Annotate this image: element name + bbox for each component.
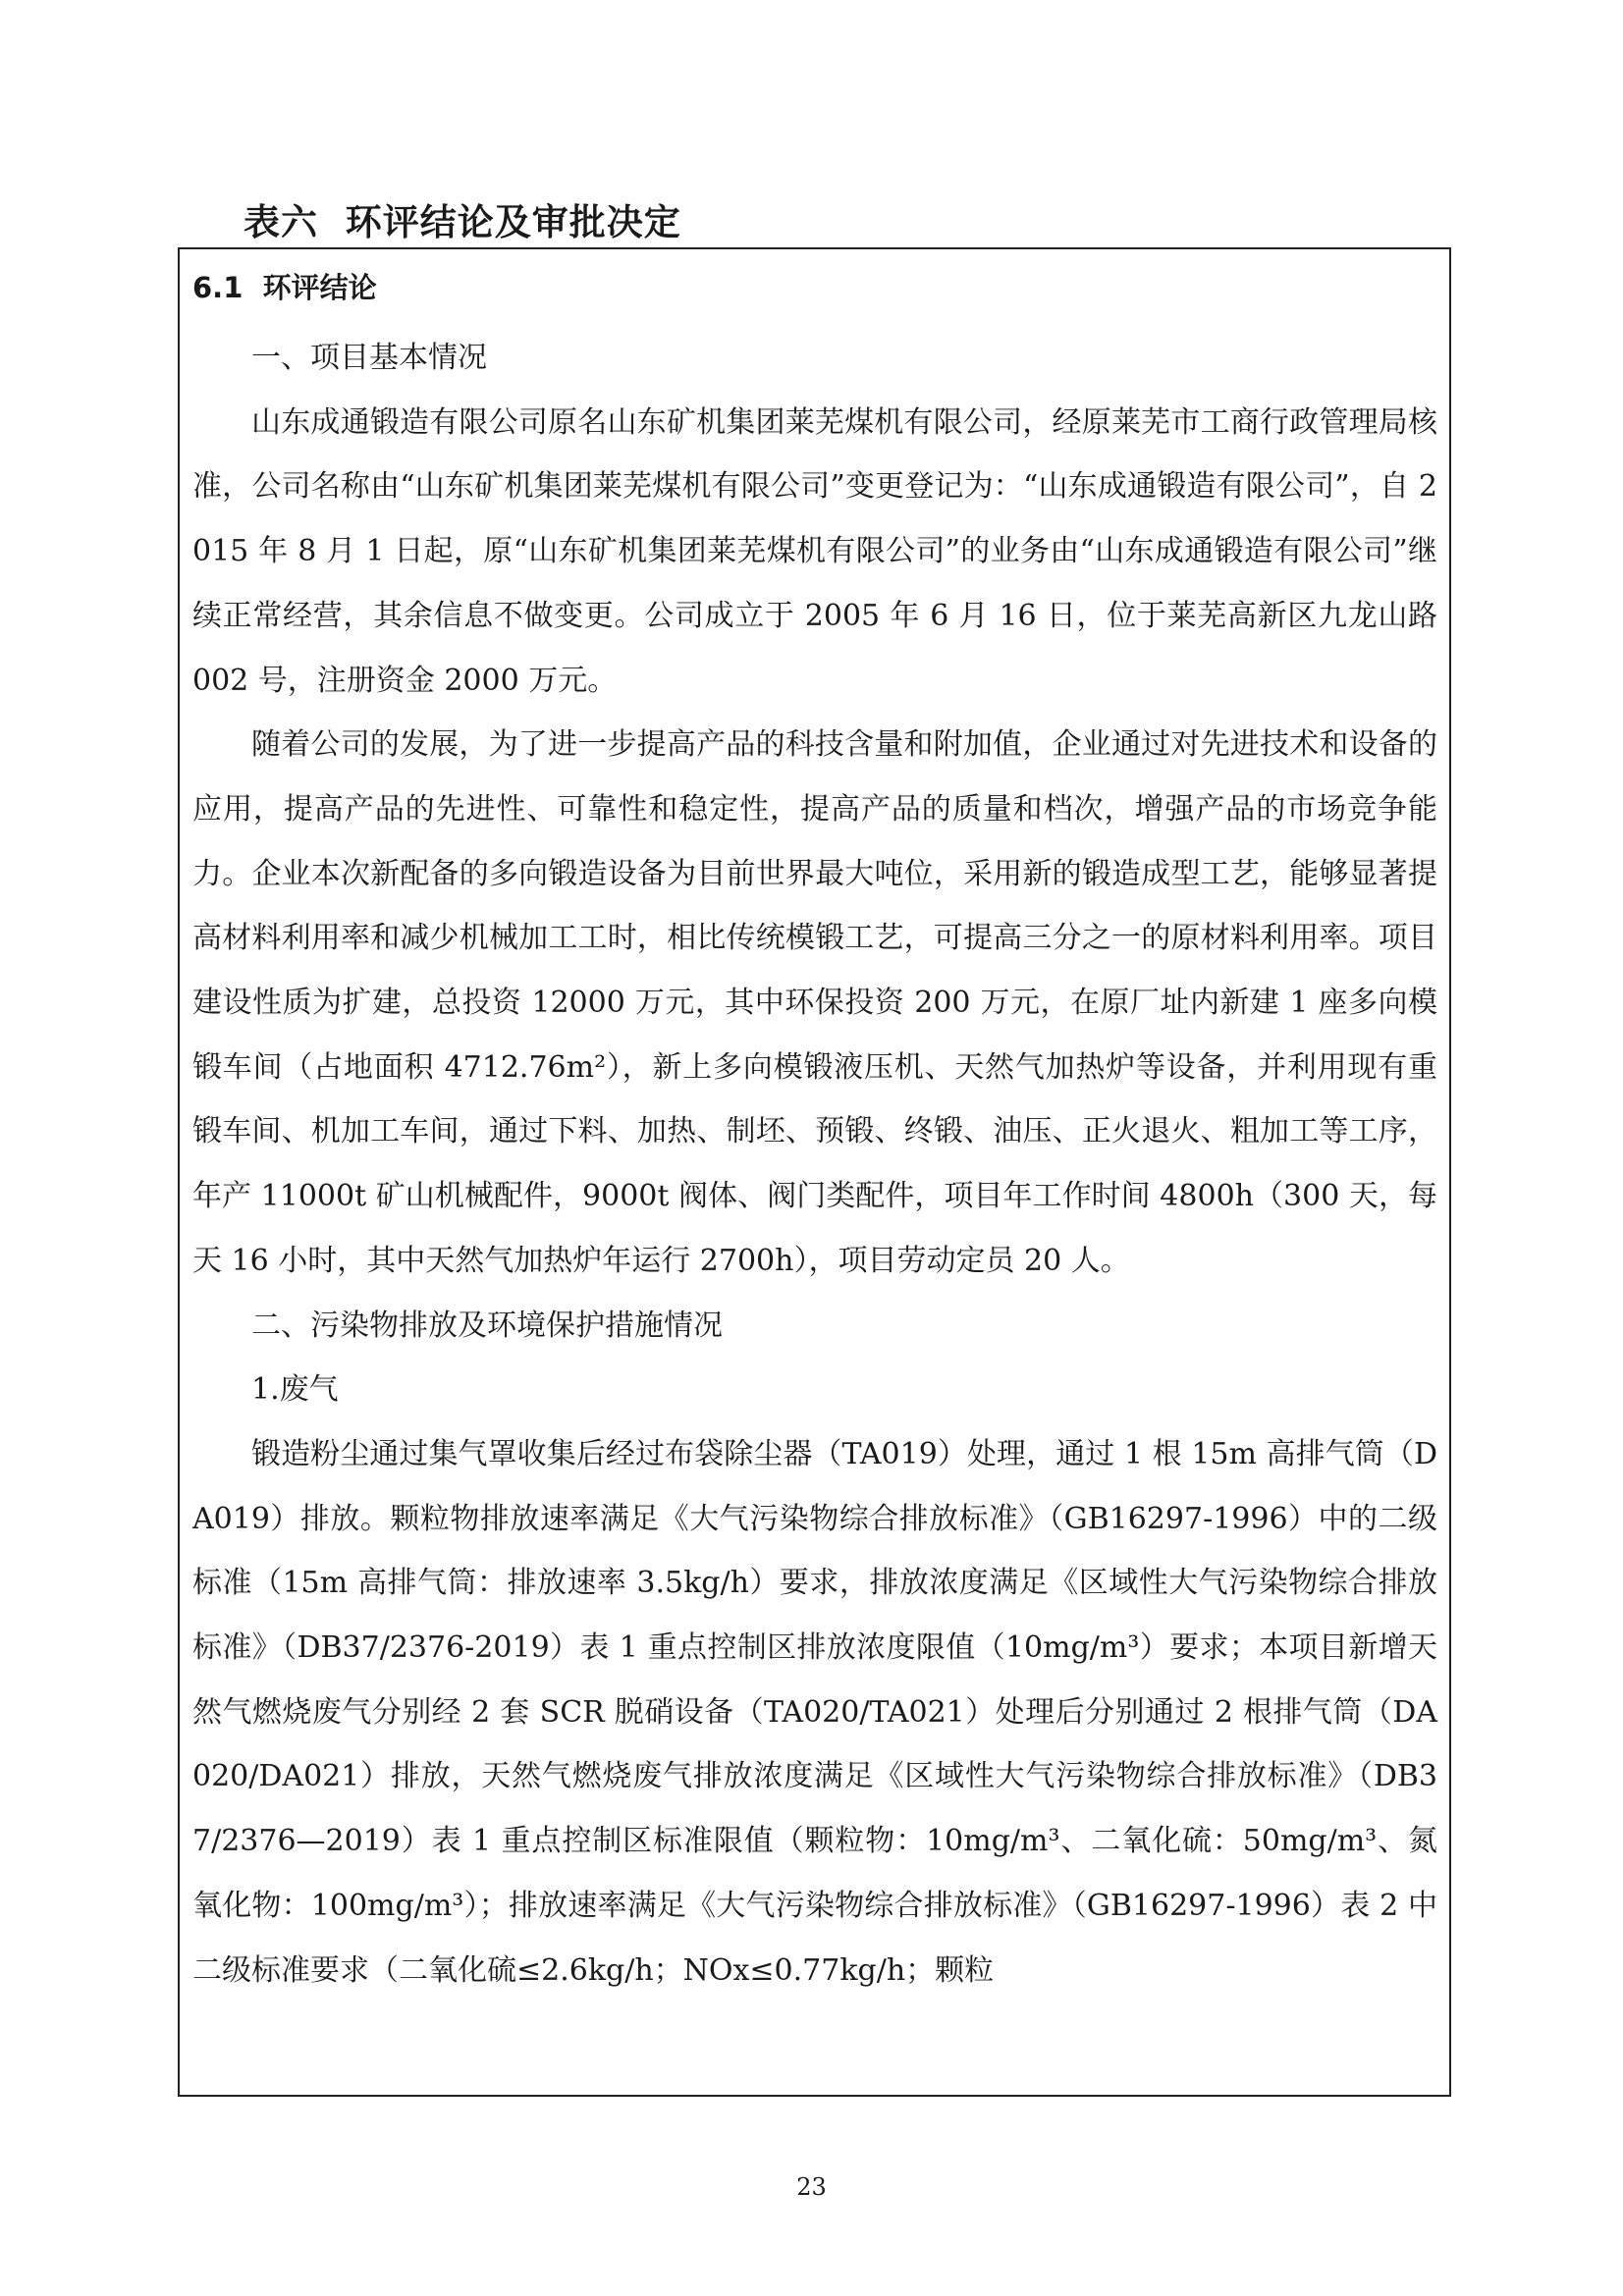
paragraph-project-overview: 随着公司的发展，为了进一步提高产品的科技含量和附加值，企业通过对先进技术和设备的应用，提高产品的先进性、可靠性和稳定性，提高产品的质量和档次，增强产品的市场竞争能力。企业本次新配备的多向锻造设备为目前世界最大吨位，采用新的锻造成型工艺，能够显著提高材料利用率和减少机械加工工时，相比传统模锻工艺，可提高三分之一的原材料利用率。项目建设性质为扩建，总投资 12000 万元，其中环保投资 200 万元，在原厂址内新建 1 座多向模锻车间（占地面积 4712.76m²），新上多向模锻液压机、天然气加热炉等设备，并利用现有重锻车间、机加工车间，通过下料、加热、制坯、预锻、终锻、油压、正火退火、粗加工等工序，年产 11000t 矿山机械配件，9000t 阀体、阀门类配件，项目年工作时间 4800h（300 天，每天 16 小时，其中天然气加热炉年运行 2700h），项目劳动定员 20 人。 <box>192 727 1437 1278</box>
paragraph-company-history: 山东成通锻造有限公司原名山东矿机集团莱芜煤机有限公司，经原莱芜市工商行政管理局核准，公司名称由“山东矿机集团莱芜煤机有限公司”变更登记为：“山东成通锻造有限公司”，自 2015 年 8 月 1 日起，原“山东矿机集团莱芜煤机有限公司”的业务由“山东成通锻造有限公司”继续正常经营，其余信息不做变更。公司成立于 2005 年 6 月 16 日，位于莱芜高新区九龙山路 002 号，注册资金 2000 万元。 <box>192 404 1437 698</box>
subheading-waste-gas: 1.废气 <box>251 1372 339 1408</box>
section-body <box>192 326 1437 2002</box>
subheading-pollutants: 二、污染物排放及环境保护措施情况 <box>251 1308 723 1343</box>
subheading-project-info: 一、项目基本情况 <box>251 341 487 375</box>
page-number: 23 <box>796 2173 827 2201</box>
page-title: 表六 环评结论及审批决定 <box>243 201 681 243</box>
paragraph-waste-gas: 锻造粉尘通过集气罩收集后经过布袋除尘器（TA019）处理，通过 1 根 15m 高排气筒（DA019）排放。颗粒物排放速率满足《大气污染物综合排放标准》（GB16297-1996）中的二级标准（15m 高排气筒：排放速率 3.5kg/h）要求，排放浓度满足《区域性大气污染物综合排放标准》（DB37/2376-2019）表 1 重点控制区排放浓度限值（10mg/m³）要求；本项目新增天然气燃烧废气分别经 2 套 SCR 脱硝设备（TA020/TA021）处理后分别通过 2 根排气筒（DA020/DA021）排放，天然气燃烧废气排放浓度满足《区域性大气污染物综合排放标准》（DB37/2376—2019）表 1 重点控制区标准限值（颗粒物：10mg/m³、二氧化硫：50mg/m³、氮氧化物：100mg/m³）；排放速率满足《大气污染物综合排放标准》（GB16297-1996）表 2 中二级标准要求（二氧化硫≤2.6kg/h；NOx≤0.77kg/h；颗粒 <box>192 1436 1437 1988</box>
section-title: 6.1 环评结论 <box>192 271 377 304</box>
